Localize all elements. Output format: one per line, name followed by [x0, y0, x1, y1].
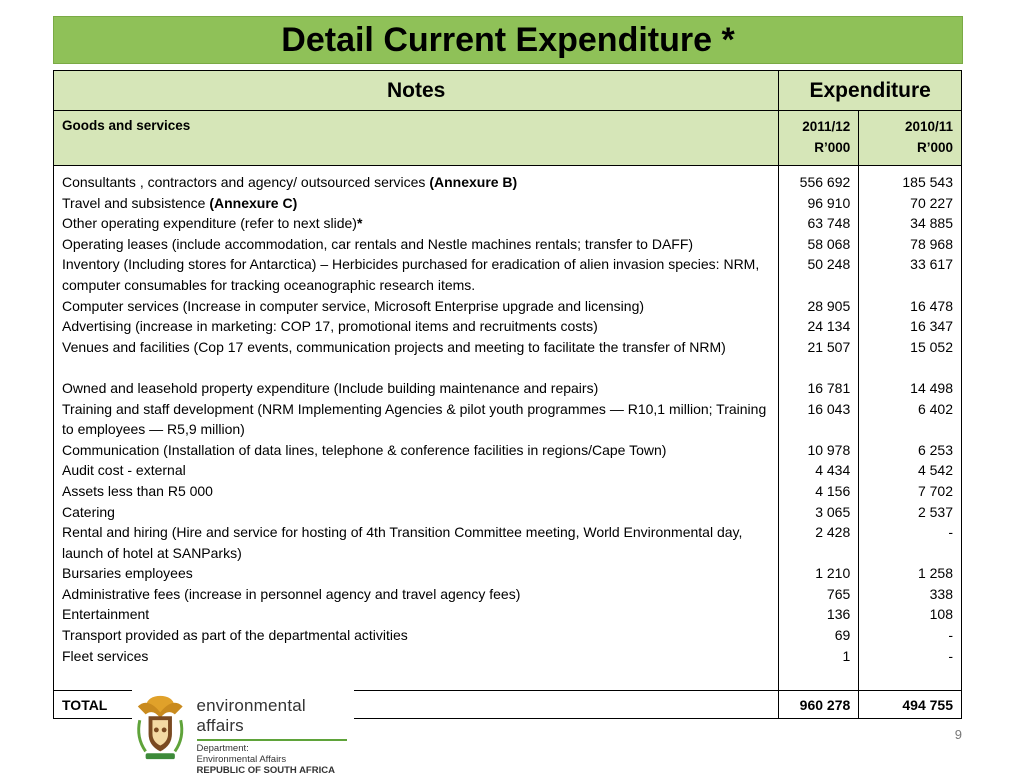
- value-2011: 765: [826, 585, 851, 602]
- year-2011-header: [779, 111, 859, 166]
- note-item: Training and staff development (NRM Implementing Agencies & pilot youth programmes — R10,1 million; Training to employees — R5,9 million): [62, 400, 767, 438]
- note-item: Rental and hiring (Hire and service for hosting of 4th Transition Committee meeting, World Environmental day, launch of hotel at SANParks): [62, 524, 743, 561]
- year-2010-label: 2010/11: [904, 119, 953, 134]
- value-2010: -: [948, 627, 953, 644]
- value-2011: 556 692: [799, 174, 851, 190]
- value-2010: -: [948, 647, 953, 664]
- note-item: Assets less than R5 000: [62, 482, 213, 499]
- year-2010-unit: R’000: [916, 140, 953, 155]
- value-2010: 7 702: [917, 482, 953, 499]
- note-item: Venues and facilities (Cop 17 events, communication projects and meeting to facilitate the transfer of NRM): [62, 338, 726, 355]
- value-2011: 4 434: [815, 462, 851, 479]
- value-2011: 21 507: [807, 338, 851, 355]
- logo-line1: Department:: [196, 743, 249, 754]
- note-item: Catering: [62, 503, 115, 520]
- values-2010-list: [859, 166, 962, 691]
- note-item: Other operating expenditure (refer to next slide)*: [62, 215, 363, 232]
- value-2011: 3 065: [815, 503, 851, 520]
- value-2010: 33 617: [910, 256, 953, 273]
- value-2011: 58 068: [807, 235, 851, 252]
- note-item: Advertising (increase in marketing: COP 17, promotional items and recruitments costs): [62, 318, 598, 335]
- value-2011: 1 210: [815, 565, 851, 582]
- value-2010: 108: [929, 606, 953, 623]
- value-2010: 4 542: [917, 462, 953, 479]
- value-2010: 1 258: [917, 565, 953, 582]
- value-2010: 34 885: [910, 215, 953, 232]
- note-item: Owned and leasehold property expenditure (Include building maintenance and repairs): [62, 379, 599, 396]
- year-2011-unit: R’000: [814, 140, 851, 155]
- value-2010: 2 537: [917, 503, 953, 520]
- note-item: Bursaries employees: [62, 565, 193, 582]
- table-header-row: [54, 71, 962, 111]
- note-item: Inventory (Including stores for Antarctica) – Herbicides purchased for eradication of alien invasion species: NRM, computer consumables for tracking oceanographic research items.: [62, 256, 760, 293]
- expenditure-header: Expenditure: [779, 71, 962, 111]
- coat-of-arms-icon: [132, 690, 189, 764]
- value-2010: 15 052: [910, 338, 953, 355]
- note-item: Consultants , contractors and agency/ outsourced services (Annexure B): [62, 174, 518, 190]
- title-bar: [53, 16, 963, 64]
- value-2011: 50 248: [807, 256, 851, 273]
- value-2011: 136: [826, 606, 851, 623]
- note-item: Administrative fees (increase in personnel agency and travel agency fees): [62, 585, 521, 602]
- note-item: Entertainment: [62, 606, 150, 623]
- table-subheader-row: [54, 111, 962, 166]
- value-2010: 185 543: [902, 174, 953, 190]
- total-2011: 960 278: [779, 691, 859, 719]
- note-item-emphasis: (Annexure C): [209, 194, 298, 211]
- value-2010: 6 253: [917, 441, 953, 458]
- note-item-emphasis: (Annexure B): [429, 174, 518, 190]
- value-2011: 1: [842, 647, 851, 664]
- value-2011: 16 781: [807, 379, 851, 396]
- value-2010: 70 227: [910, 194, 953, 211]
- value-2011: 24 134: [807, 318, 851, 335]
- note-item: Communication (Installation of data lines, telephone & conference facilities in regions/Cape Town): [62, 441, 667, 458]
- value-2010: -: [948, 524, 953, 541]
- value-2010: 6 402: [917, 400, 953, 417]
- logo-line2: Environmental Affairs: [196, 754, 287, 765]
- value-2011: 63 748: [807, 215, 851, 232]
- value-2011: 16 043: [807, 400, 851, 417]
- page-number: 9: [954, 727, 962, 742]
- value-2011: 28 905: [807, 297, 851, 314]
- notes-list: [54, 166, 779, 691]
- note-item: Audit cost - external: [62, 462, 186, 479]
- value-2010: 16 347: [910, 318, 953, 335]
- values-2011-list: [779, 166, 859, 691]
- logo-line3: REPUBLIC OF SOUTH AFRICA: [196, 765, 335, 776]
- year-2010-header: [859, 111, 962, 166]
- value-2010: 78 968: [910, 235, 953, 252]
- value-2010: 14 498: [910, 379, 953, 396]
- table-body-row: [54, 166, 962, 691]
- note-item: Fleet services: [62, 647, 149, 664]
- note-item: Travel and subsistence (Annexure C): [62, 194, 298, 211]
- value-2011: 96 910: [807, 194, 851, 211]
- year-2011-label: 2011/12: [802, 119, 851, 134]
- logo-divider: [197, 739, 347, 741]
- note-item: Transport provided as part of the departmental activities: [62, 627, 408, 644]
- expenditure-table: [53, 70, 962, 719]
- value-2011: 4 156: [815, 482, 851, 499]
- note-item: Computer services (Increase in computer service, Microsoft Enterprise upgrade and licensing): [62, 297, 645, 314]
- department-logo: [132, 690, 354, 776]
- note-item-emphasis: *: [356, 215, 363, 232]
- page-title: Detail Current Expenditure *: [281, 20, 735, 59]
- value-2011: 10 978: [807, 441, 851, 458]
- logo-name: environmental affairs: [196, 696, 306, 735]
- total-2010: 494 755: [859, 691, 962, 719]
- value-2011: 69: [834, 627, 851, 644]
- notes-header: Notes: [54, 71, 779, 111]
- category-label: Goods and services: [54, 111, 779, 166]
- total-label: TOTAL: [54, 691, 779, 719]
- value-2011: 2 428: [815, 524, 851, 541]
- note-item: Operating leases (include accommodation, car rentals and Nestle machines rentals; transfer to DAFF): [62, 235, 694, 252]
- value-2010: 338: [929, 585, 953, 602]
- value-2010: 16 478: [910, 297, 953, 314]
